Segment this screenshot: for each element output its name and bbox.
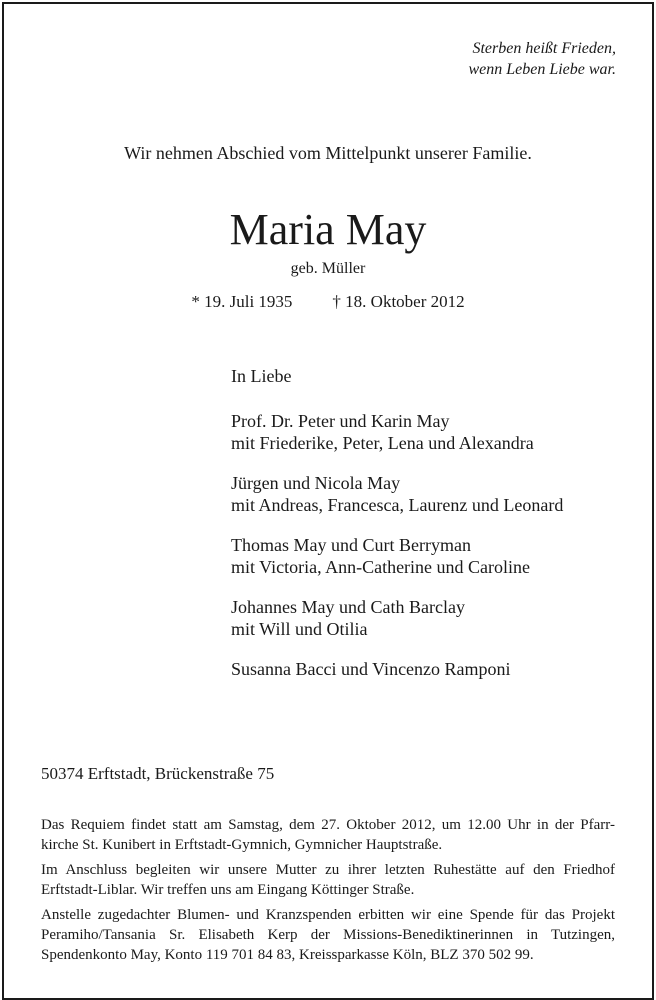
- note-line: Erftstadt-Liblar. Wir treffen uns am Eingang Köttinger Straße.: [41, 882, 415, 898]
- burial-note: [41, 860, 615, 900]
- note-line: Anstelle zugedachter Blumen- und Kranzspenden erbitten wir eine Spende für das Projekt: [41, 907, 615, 923]
- family-line: mit Andreas, Francesca, Laurenz und Leonard: [231, 495, 564, 515]
- deceased-name: Maria May: [229, 205, 427, 254]
- family-line: Thomas May und Curt Berryman: [231, 535, 471, 555]
- family-line: Susanna Bacci und Vincenzo Ramponi: [231, 659, 511, 679]
- maiden-name: geb. Müller: [290, 260, 366, 277]
- family-line: Johannes May und Cath Barclay: [231, 597, 465, 617]
- motto: [468, 38, 616, 80]
- family-group: [231, 534, 563, 578]
- in-love-label: In Liebe: [231, 366, 292, 386]
- note-line: Das Requiem findet statt am Samstag, dem 27. Oktober 2012, um 12.00 Uhr in der Pfarr-: [41, 817, 615, 833]
- address: 50374 Erftstadt, Brückenstraße 75: [41, 764, 275, 783]
- note-line: Peramiho/Tansania Sr. Elisabeth Kerp der Missions-Benediktinerinnen in Tutzingen,: [41, 927, 615, 943]
- family-line: mit Victoria, Ann-Catherine und Caroline: [231, 557, 531, 577]
- requiem-note: [41, 815, 615, 855]
- motto-line: wenn Leben Liebe war.: [468, 61, 616, 78]
- family-line: mit Friederike, Peter, Lena und Alexandra: [231, 433, 534, 453]
- family-group: [231, 410, 563, 454]
- family-group: [231, 658, 563, 680]
- note-line: Spendenkonto May, Konto 119 701 84 83, Kreissparkasse Köln, BLZ 370 502 99.: [41, 947, 534, 963]
- intro-text: Wir nehmen Abschied vom Mittelpunkt unserer Familie.: [124, 143, 532, 163]
- motto-line: Sterben heißt Frieden,: [472, 40, 616, 57]
- family-line: Jürgen und Nicola May: [231, 473, 401, 493]
- death-date: † 18. Oktober 2012: [332, 292, 465, 311]
- family-group: [231, 472, 563, 516]
- family-list: [231, 365, 563, 698]
- family-line: Prof. Dr. Peter und Karin May: [231, 411, 450, 431]
- life-dates: [0, 292, 656, 312]
- note-line: Im Anschluss begleiten wir unsere Mutter zu ihrer letzten Ruhestätte auf den Friedhof: [41, 862, 615, 878]
- donation-note: [41, 905, 615, 965]
- family-line: mit Will und Otilia: [231, 619, 368, 639]
- birth-date: * 19. Juli 1935: [191, 292, 293, 311]
- note-line: kirche St. Kunibert in Erftstadt-Gymnich, Gymnicher Hauptstraße.: [41, 837, 443, 853]
- family-group: [231, 596, 563, 640]
- service-notes: [41, 815, 615, 970]
